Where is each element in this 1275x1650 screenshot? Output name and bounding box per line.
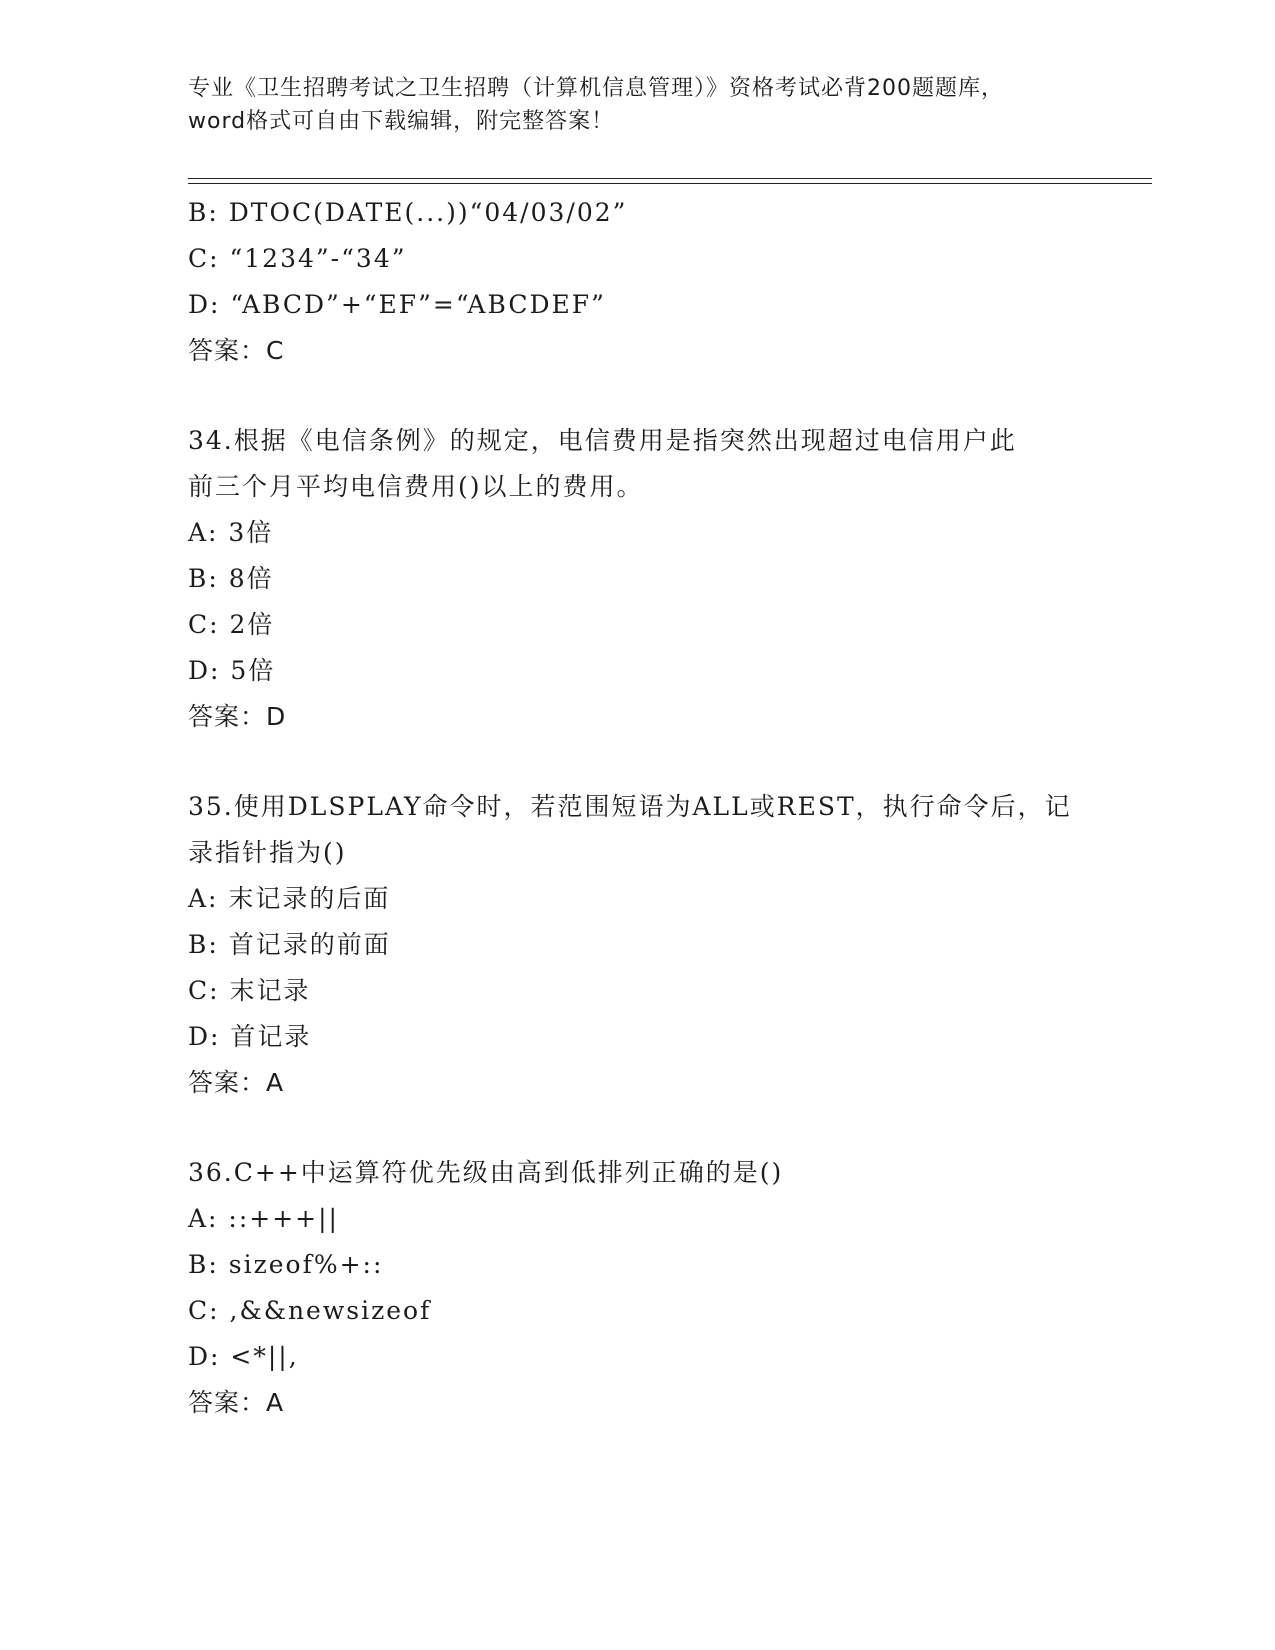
option-c: C: “1234”-“34”: [188, 244, 407, 273]
answer: 答案：C: [188, 336, 285, 365]
option-a: A: 3倍: [188, 518, 274, 547]
question-text-line-1: 35.使用DLSPLAY命令时，若范围短语为ALL或REST，执行命令后，记: [188, 792, 1072, 821]
option-b: B: DTOC(DATE(...))“04/03/02”: [188, 198, 628, 227]
answer: 答案：A: [188, 1388, 285, 1417]
option-d: D: <*||,: [188, 1342, 299, 1371]
document-header: [188, 72, 1088, 138]
option-c: C: 末记录: [188, 976, 311, 1005]
option-b: B: 8倍: [188, 564, 274, 593]
question-text-line-1: 36.C++中运算符优先级由高到低排列正确的是(): [188, 1158, 784, 1187]
previous-question: [188, 190, 1088, 374]
option-b: B: 首记录的前面: [188, 930, 391, 959]
question-text-line-1: 34.根据《电信条例》的规定，电信费用是指突然出现超过电信用户此: [188, 426, 1017, 455]
answer: 答案：D: [188, 702, 287, 731]
header-divider-bottom: [188, 183, 1152, 184]
header-line-2: word格式可自由下载编辑，附完整答案！: [188, 109, 615, 134]
header-line-1: 专业《卫生招聘考试之卫生招聘（计算机信息管理）》资格考试必背200题题库，: [188, 76, 1004, 101]
question-text-line-2: 录指针指为(): [188, 838, 347, 867]
option-b: B: sizeof%+::: [188, 1250, 384, 1279]
option-a: A: ::+++||: [188, 1204, 339, 1233]
option-a: A: 末记录的后面: [188, 884, 391, 913]
option-c: C: ,&&newsizeof: [188, 1296, 432, 1325]
question-list: [188, 190, 1088, 1426]
question-36: [188, 1150, 1088, 1426]
answer: 答案：A: [188, 1068, 285, 1097]
option-c: C: 2倍: [188, 610, 275, 639]
option-d: D: 5倍: [188, 656, 276, 685]
question-34: [188, 418, 1088, 740]
question-text-line-2: 前三个月平均电信费用()以上的费用。: [188, 472, 644, 501]
question-35: [188, 784, 1088, 1106]
option-d: D: 首记录: [188, 1022, 312, 1051]
header-divider-top: [188, 178, 1152, 179]
option-d: D: “ABCD”+“EF”=“ABCDEF”: [188, 290, 606, 319]
